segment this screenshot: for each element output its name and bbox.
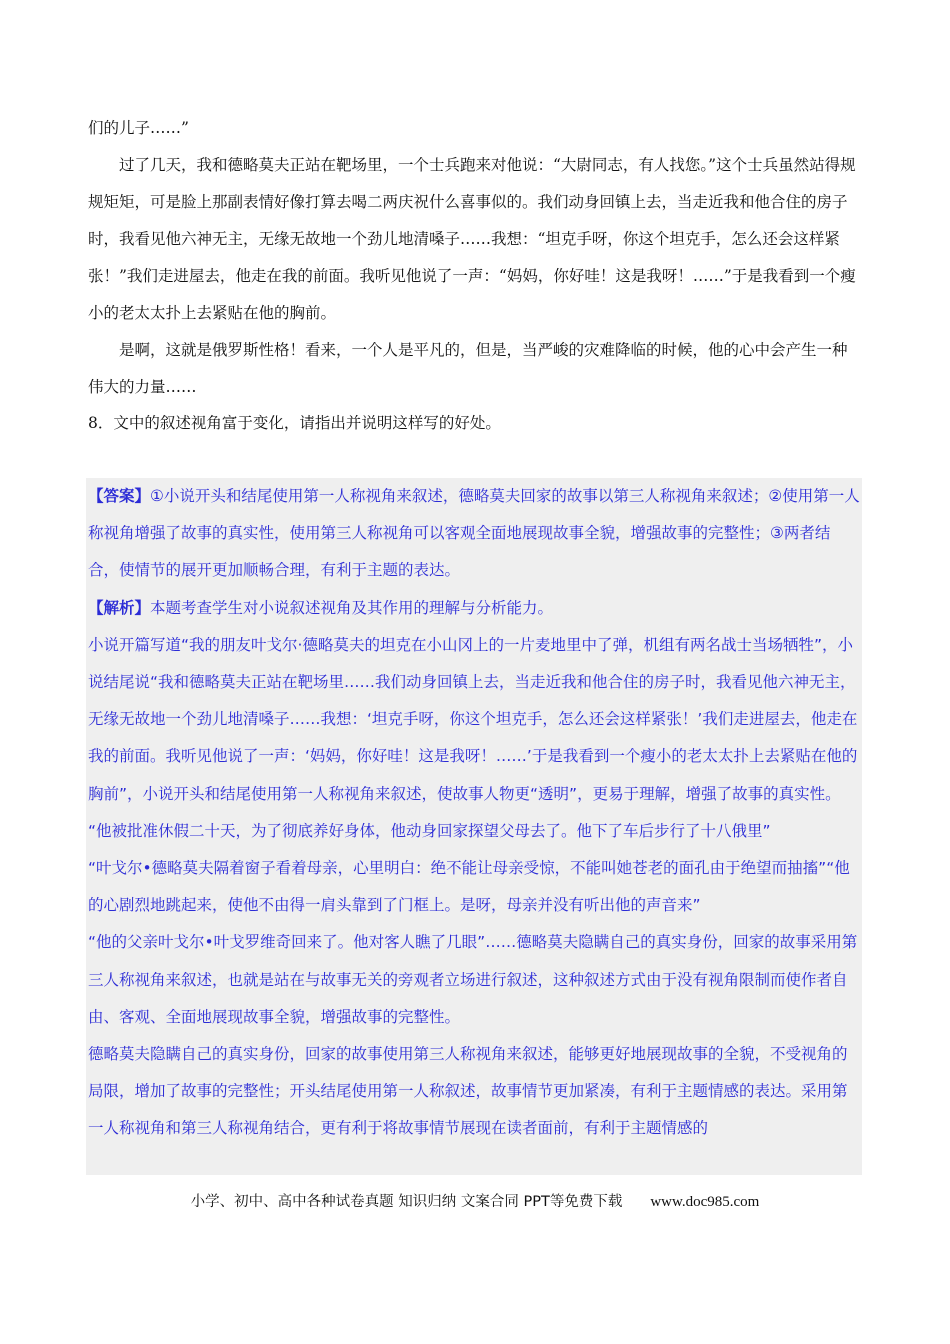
- analysis-paragraph-third-person: “他的父亲叶戈尔•叶戈罗维奇回来了。他对客人瞧了几眼”……德略莫夫隐瞒自己的真实身份，回家的故事采用第三人称视角来叙述，也就是站在与故事无关的旁观者立场进行叙述，这种叙述方式由于没有视角限制而使作者自由、客观、全面地展现故事全貌，增强故事的完整性。: [88, 933, 858, 1026]
- analysis-text: 本题考查学生对小说叙述视角及其作用的理解与分析能力。: [150, 598, 554, 617]
- question-8: 8．文中的叙述视角富于变化，请指出并说明这样写的好处。: [88, 414, 501, 432]
- answer-text: ①小说开头和结尾使用第一人称视角来叙述，德略莫夫回家的故事以第三人称视角来叙述；②使用第一人称视角增强了故事的真实性，使用第三人称视角可以客观全面地展现故事全貌，增强故事的完整性；③两者结合，使情节的展开更加顺畅合理，有利于主题的表达。: [88, 487, 860, 580]
- story-paragraph-russian-character: 是啊，这就是俄罗斯性格！看来，一个人是平凡的，但是，当严峻的灾难降临的时候，他的心中会产生一种伟大的力量……: [88, 341, 848, 396]
- analysis-paragraph-summary: 德略莫夫隐瞒自己的真实身份，回家的故事使用第三人称视角来叙述，能够更好地展现故事的全貌，不受视角的局限，增加了故事的完整性；开头结尾使用第一人称叙述，故事情节更加紧凑，有利于主题情感的表达。采用第一人称视角和第三人称视角结合，更有利于将故事情节展现在读者面前，有利于主题情感的: [88, 1045, 848, 1138]
- analysis-quote-leave: “他被批准休假二十天，为了彻底养好身体，他动身回家探望父母去了。他下了车后步行了十八俄里”: [88, 821, 771, 840]
- analysis-intro: [86, 590, 862, 627]
- analysis-tag: 【解析】: [88, 598, 151, 617]
- page-footer: [0, 1190, 950, 1211]
- answer-paragraph: [86, 478, 862, 590]
- analysis-paragraph-first-person: 小说开篇写道“我的朋友叶戈尔·德略莫夫的坦克在小山冈上的一片麦地里中了弹，机组有两名战士当场牺牲”，小说结尾说“我和德略莫夫正站在靶场里……我们动身回镇上去，当走近我和他合住的房子时，我看见他六神无主，无缘无故地一个劲儿地清嗓子……我想：‘坦克手呀，你这个坦克手，怎么还会这样紧张！’我们走进屋去，他走在我的前面。我听见他说了一声：‘妈妈，你好哇！这是我呀！……’于是我看到一个瘦小的老太太扑上去紧贴在他的胸前”，小说开头和结尾使用第一人称视角来叙述，使故事人物更“透明”，更易于理解，增强了故事的真实性。: [88, 635, 858, 803]
- footer-text: 小学、初中、高中各种试卷真题 知识归纳 文案合同 PPT等免费下载: [190, 1194, 623, 1210]
- answer-tag: 【答案】: [88, 487, 151, 505]
- answer-analysis-box: [86, 478, 862, 1175]
- story-excerpt: [88, 110, 860, 406]
- story-paragraph-continuation: 们的儿子……”: [88, 119, 189, 137]
- footer-site-link[interactable]: www.doc985.com: [650, 1194, 760, 1210]
- story-paragraph-shooting-range: 过了几天，我和德略莫夫正站在靶场里，一个士兵跑来对他说：“大尉同志，有人找您。”这个士兵虽然站得规规矩矩，可是脸上那副表情好像打算去喝二两庆祝什么喜事似的。我们动身回镇上去，当走近我和他合住的房子时，我看见他六神无主，无缘无故地一个劲儿地清嗓子……我想：“坦克手呀，你这个坦克手，怎么还会这样紧张！”我们走进屋去，他走在我的前面。我听见他说了一声：“妈妈，你好哇！这是我呀！……”于是我看到一个瘦小的老太太扑上去紧贴在他的胸前。: [88, 156, 856, 322]
- analysis-quote-window: “叶戈尔•德略莫夫隔着窗子看着母亲，心里明白：绝不能让母亲受惊，不能叫她苍老的面孔由于绝望而抽搐”“他的心剧烈地跳起来，使他不由得一肩头靠到了门框上。是呀，母亲并没有听出他的声音来”: [88, 859, 850, 915]
